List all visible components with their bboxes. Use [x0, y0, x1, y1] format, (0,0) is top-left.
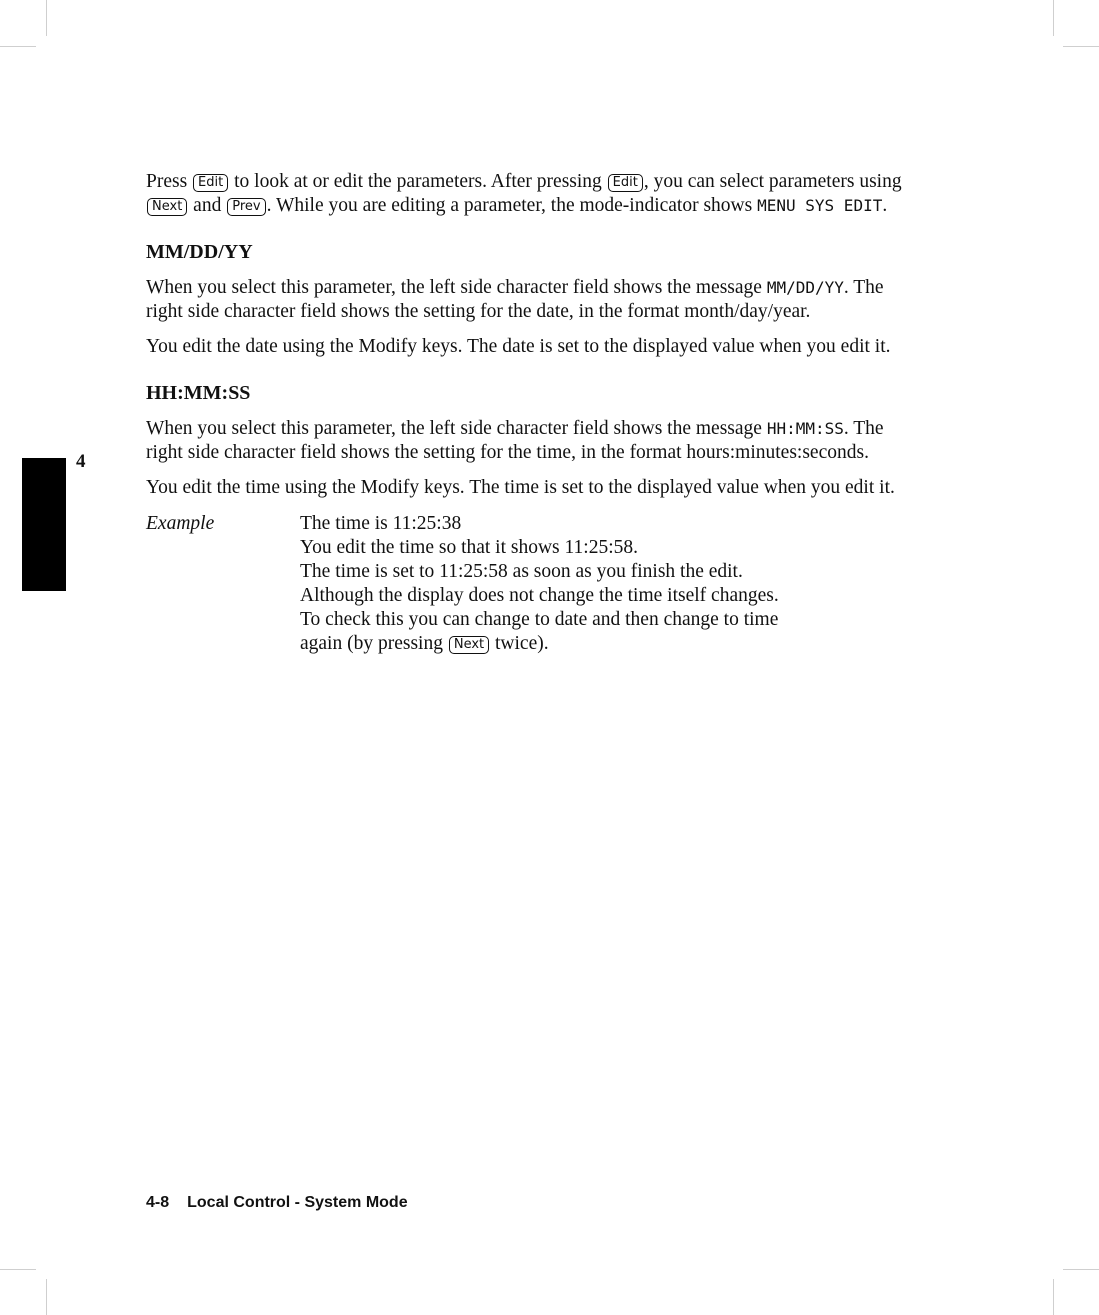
example-line: The time is 11:25:38	[300, 513, 462, 534]
date-heading: MM/DD/YY	[146, 241, 253, 263]
example-line: To check this you can change to date and then change to time	[300, 609, 779, 630]
date-description: When you select this parameter, the left side character field shows the message MM/DD/YY. The right side character field shows the setting for the date, in the format month/day/year.	[146, 277, 884, 322]
crop-mark	[0, 46, 36, 47]
page-footer	[146, 1194, 408, 1212]
example-line: You edit the time so that it shows 11:25:58.	[300, 537, 639, 558]
page-number: 4-8	[146, 1194, 170, 1211]
chapter-number: 4	[76, 451, 86, 472]
time-description: When you select this parameter, the left side character field shows the message HH:MM:SS. The right side character field shows the setting for the time, in the format hours:minutes:seconds.	[146, 418, 884, 463]
example-block	[146, 512, 906, 656]
crop-mark	[1063, 1269, 1099, 1270]
mode-indicator-text: MENU SYS EDIT	[757, 196, 883, 215]
date-edit-note: You edit the date using the Modify keys. The date is set to the displayed value when you edit it.	[146, 336, 891, 357]
crop-mark	[1053, 0, 1054, 36]
crop-mark	[1053, 1279, 1054, 1315]
next-key: Next	[147, 198, 187, 216]
chapter-tab	[22, 458, 66, 591]
example-line: again (by pressing Next twice).	[300, 633, 549, 654]
prev-key: Prev	[227, 198, 265, 216]
time-edit-note: You edit the time using the Modify keys. The time is set to the displayed value when you edit it.	[146, 477, 895, 498]
edit-key: Edit	[193, 174, 228, 192]
next-key: Next	[449, 636, 489, 654]
example-label: Example	[146, 513, 215, 534]
example-line: Although the display does not change the time itself changes.	[300, 585, 779, 606]
example-line: The time is set to 11:25:58 as soon as you finish the edit.	[300, 561, 743, 582]
page-body	[146, 170, 906, 656]
crop-mark	[1063, 46, 1099, 47]
edit-key: Edit	[608, 174, 643, 192]
time-heading: HH:MM:SS	[146, 382, 251, 404]
crop-mark	[0, 1269, 36, 1270]
date-message-code: MM/DD/YY	[766, 278, 844, 297]
crop-mark	[46, 1279, 47, 1315]
example-body	[300, 512, 779, 656]
crop-mark	[46, 0, 47, 36]
footer-title: Local Control - System Mode	[187, 1194, 408, 1211]
intro-paragraph: Press Edit to look at or edit the parameters. After pressing Edit , you can select parameters using Next and Prev . While you are editing a parameter, the mode-indicator shows MENU SYS EDIT.	[146, 171, 902, 216]
time-message-code: HH:MM:SS	[766, 419, 844, 438]
